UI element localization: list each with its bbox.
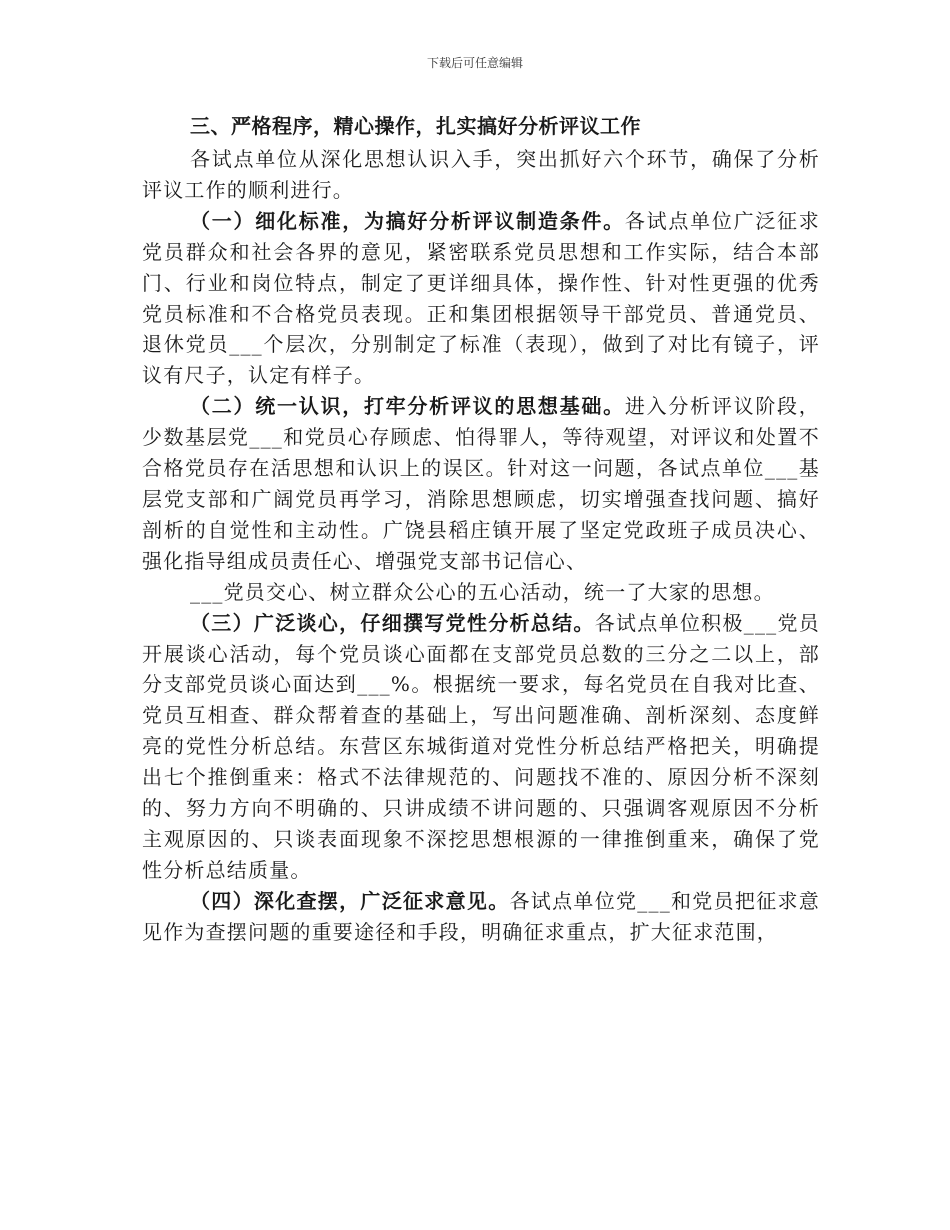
paragraph-text: ___党员交心、树立群众公心的五心活动，统一了大家的思想。 xyxy=(190,579,775,604)
paragraph-text: 各试点单位积极___党员开展谈心活动，每个党员谈心面都在支部党员总数的三分之二以上，部分支部党员谈心面达到___%。根据统一要求，每名党员在自我对比查、党员互相查、群众帮着查的基础上，写出问题准确、剖析深刻、态度鲜亮的党性分析总结。东营区东城街道对党性分析总结严格把关，明确提出七个推倒重来：格式不法律规范的、问题找不准的、原因分析不深刻的、努力方向不明确的、只讲成绩不讲问题的、只强调客观原因不分析主观原因的、只谈表面现象不深挖思想根源的一律推倒重来，确保了党性分析总结质量。 xyxy=(142,610,820,882)
paragraph-intro xyxy=(142,144,820,206)
paragraph-text: 各试点单位从深化思想认识入手，突出抓好六个环节，确保了分析评议工作的顺利进行。 xyxy=(142,147,820,202)
section-heading: 三、严格程序，精心操作，扎实搞好分析评议工作 xyxy=(190,114,641,138)
paragraph-refine-standards xyxy=(142,206,820,391)
paragraph-text: 各试点单位广泛征求党员群众和社会各界的意见，紧密联系党员思想和工作实际，结合本部门、行业和岗位特点，制定了更详细具体，操作性、针对性更强的优秀党员标准和不合格党员表现。正和集团根据领导干部党员、普通党员、退休党员___个层次，分别制定了标准（表现），做到了对比有镜子，评议有尺子，认定有样子。 xyxy=(142,208,820,388)
document-body xyxy=(142,112,820,948)
paragraph-lead: （一）细化标准，为搞好分析评议制造条件。 xyxy=(190,208,625,233)
paragraph-lead: （四）深化查摆，广泛征求意见。 xyxy=(190,888,510,913)
paragraph-heart-to-heart-talks xyxy=(142,608,820,886)
page-header-note: 下载后可任意编辑 xyxy=(426,56,523,70)
paragraph-unify-understanding xyxy=(142,391,820,576)
paragraph-five-hearts xyxy=(142,577,820,608)
paragraph-lead: （二）统一认识，打牢分析评议的思想基础。 xyxy=(190,394,625,419)
paragraph-lead: （三）广泛谈心，仔细撰写党性分析总结。 xyxy=(190,610,595,635)
paragraph-text: 各试点单位党___和党员把征求意见作为查摆问题的重要途径和手段，明确征求重点，扩大征求范围， xyxy=(142,888,820,944)
paragraph-text: 进入分析评议阶段，少数基层党___和党员心存顾虑、怕得罪人，等待观望，对评议和处置不合格党员存在活思想和认识上的误区。针对这一问题，各试点单位___基层党支部和广阔党员再学习，消除思想顾虑，切实增强查找问题、搞好剖析的自觉性和主动性。广饶县稻庄镇开展了坚定党政班子成员决心、强化指导组成员责任心、增强党支部书记信心、 xyxy=(142,394,820,573)
paragraph-deepen-review xyxy=(142,886,820,948)
